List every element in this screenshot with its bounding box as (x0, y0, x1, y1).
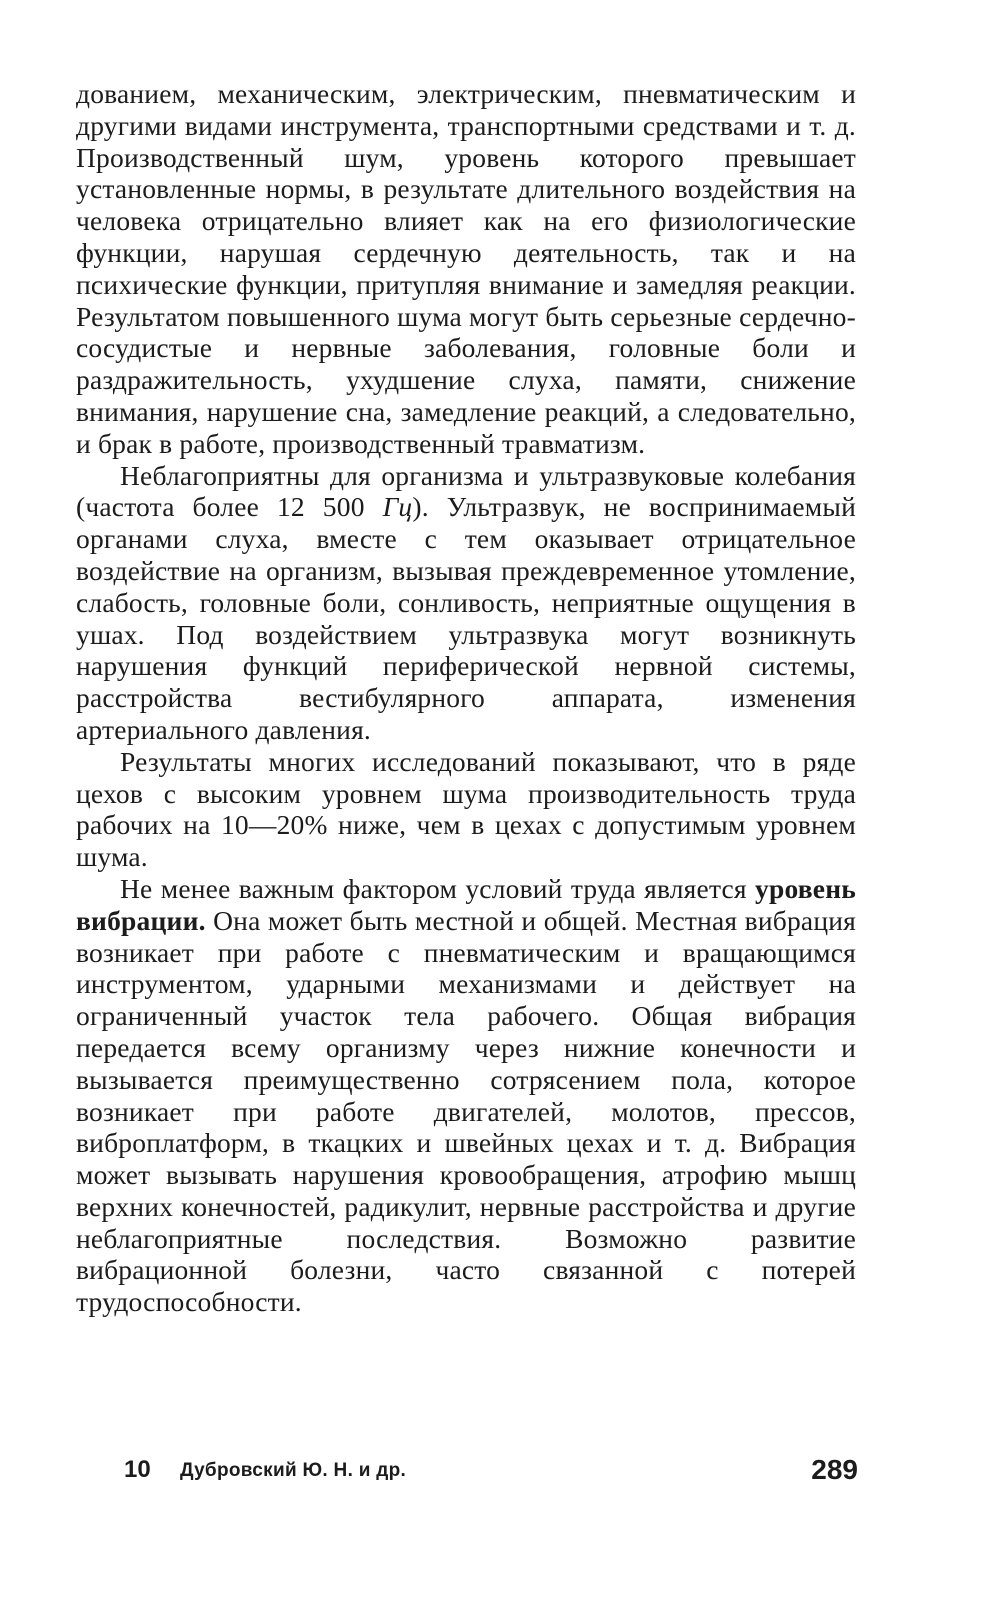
body-text (76, 78, 856, 1318)
text-run: дованием, механическим, электрическим, пневматическим и другими видами инструмента, транспортными средствами и т. д. Производственный шум, уровень которого превышает установленные нормы, в результате длительного воздействия на человека отрицательно влияет как на его физиологические функции, нарушая сердечную деятельность, так и на психические функции, притупляя внимание и замедляя реакции. Результатом повышенного шума могут быть серьезные сердечно-сосудистые и нервные заболевания, головные боли и раздражительность, ухудшение слуха, памяти, снижение внимания, нарушение сна, замедление реакций, а следовательно, и брак в работе, производственный травматизм. (76, 78, 856, 459)
paragraph (76, 746, 856, 873)
page-footer (0, 1452, 992, 1492)
paragraph (76, 460, 856, 746)
text-run: 10—20% (220, 809, 328, 841)
text-run: 12 500 (276, 491, 383, 523)
signature-author: Дубровский Ю. Н. и др. (180, 1460, 407, 1481)
text-run: ). Ультразвук, не воспринимаемый органами слуха, вместе с тем оказывает отрицательное воздействие на организм, вызывая преждевременное утомление, слабость, головные боли, сонливость, неприятные ощущения в ушах. Под воздействием ультразвука могут возникнуть нарушения функций периферической нервной системы, расстройства вестибулярного аппарата, изменения артериального давления. (76, 491, 856, 745)
text-run: Не менее важным фактором условий труда является (120, 872, 756, 904)
text-run: Результаты многих исследований показывают, что в ряде цехов с высоким уровнем шума производительность труда рабочих на (76, 745, 856, 841)
paragraph (76, 78, 856, 460)
unit-text: Гц (382, 491, 413, 523)
page-number: 289 (811, 1454, 858, 1485)
signature-number: 10 (124, 1456, 151, 1483)
text-run: Неблагоприятны для организма и ультразвуковые колебания (частота более (76, 459, 856, 523)
text-run: ниже, чем в цехах с допустимым уровнем шума. (76, 809, 856, 873)
text-run: Она может быть местной и общей. Местная вибрация возникает при работе с пневматическим и вращающимся инструментом, ударными механизмами и действует на ограниченный участок тела рабочего. Общая вибрация передается всему организму через нижние конечности и вызывается преимущественно сотрясением пола, которое возникает при работе двигателей, молотов, прессов, виброплатформ, в ткацких и швейных цехах и т. д. Вибрация может вызывать нарушения кровообращения, атрофию мышц верхних конечностей, радикулит, нервные расстройства и другие неблагоприятные последствия. Возможно развитие вибрационной болезни, часто связанной с потерей трудоспособности. (76, 904, 856, 1318)
bold-term: уровень вибрации. (76, 872, 856, 936)
paragraph (76, 873, 856, 1318)
